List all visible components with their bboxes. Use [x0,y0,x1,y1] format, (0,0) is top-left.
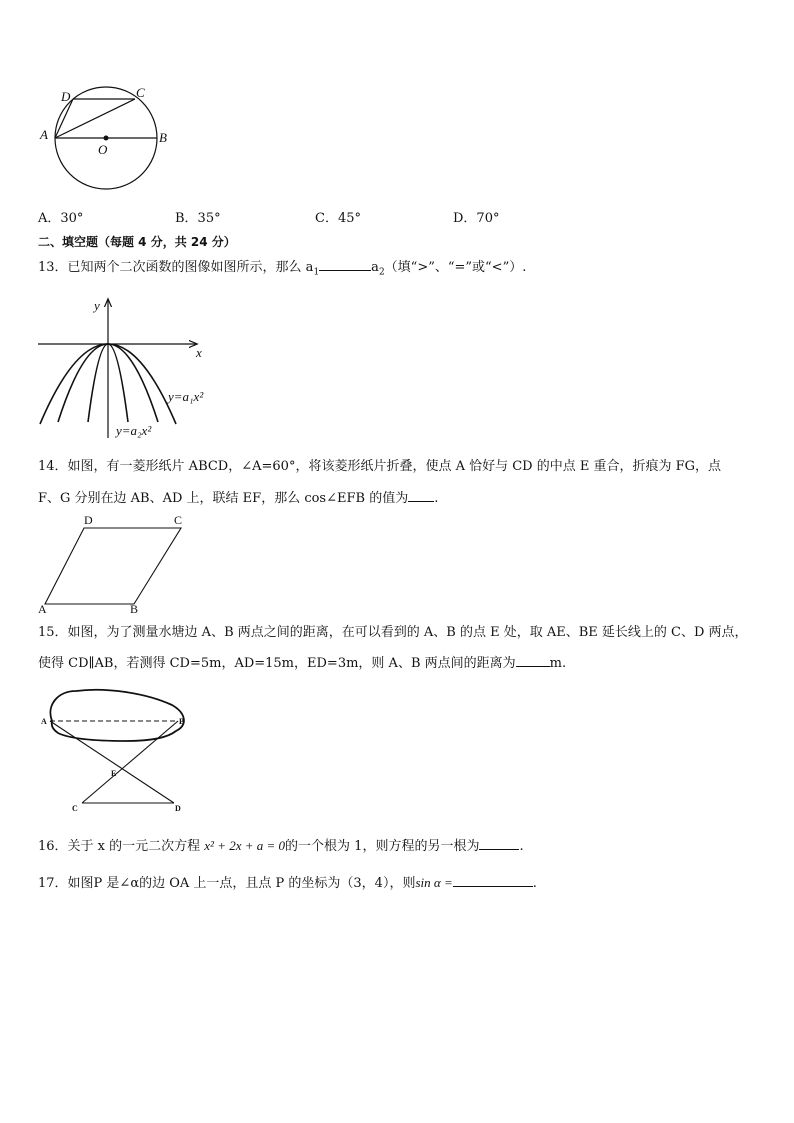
label-a: A [41,717,47,726]
q13-sub2: 2 [378,267,385,278]
label-c: C [72,804,78,813]
label-d: D [61,89,71,104]
question-15-line1: 15．如图，为了测量水塘边 A、B 两点之间的距离，在可以看到的 A、B 的点 E 处，取 AE、BE 延长线上的 C、D 两点， [38,625,748,640]
q15-text: 使得 CD∥AB，若测得 CD=5m，AD=15m，ED=3m，则 A、B 两点间的距离为 [38,656,516,671]
label-b: B [179,717,185,726]
question-17 [38,874,537,893]
parabola-figure [36,296,236,444]
option-c: C．45° [315,211,361,226]
q15-end: m. [549,656,567,671]
label-e: E [111,769,117,778]
q13-prefix: 13．已知两个二次函数的图像如图所示，那么 a [38,260,314,275]
q15-blank[interactable] [516,654,550,667]
q14-text: F、G 分别在边 AB、AD 上，联结 EF，那么 cos∠EFB 的值为 [38,491,409,506]
pond-figure [36,683,196,815]
label-a: A [38,602,47,615]
label-b: B [130,602,139,615]
question-13 [38,258,526,282]
label-b: B [159,130,167,145]
label-a: A [40,127,48,142]
circle-figure [36,84,176,194]
label-y-a1: y=a₁x² [168,389,204,404]
rhombus-figure [36,513,196,615]
section-title: 二、填空题（每题 4 分，共 24 分） [38,235,236,249]
q13-sub1: 1 [313,267,320,278]
q13-mid: a [371,260,379,275]
question-15-line2 [38,654,566,673]
q16-suffix: 的一个根为 1，则方程的另一根为 [285,839,480,854]
label-c: C [174,513,183,527]
label-d: D [175,804,181,813]
q17-prefix: 17．如图P 是∠α的边 OA 上一点，且点 P 的坐标为（3，4），则 [38,876,416,891]
q13-blank[interactable] [319,258,371,271]
option-d: D．70° [453,211,500,226]
q17-end: . [532,876,537,891]
q17-blank[interactable] [453,874,533,887]
question-16 [38,837,524,856]
option-a: A．30° [38,211,84,226]
q14-end: . [434,491,439,506]
q13-suffix: （填“>”、“=”或“<”）. [384,260,527,275]
x-axis-label: x [196,345,202,360]
label-y-a2: y=a₂x² [116,423,152,438]
option-b: B．35° [175,211,221,226]
q16-prefix: 16．关于 x 的一元二次方程 [38,839,205,854]
label-d: D [84,513,93,527]
q16-end: . [519,839,524,854]
question-14-line1: 14．如图，有一菱形纸片 ABCD，∠A=60°，将该菱形纸片折叠，使点 A 恰好与 CD 的中点 E 重合，折痕为 FG，点 [38,459,722,474]
q16-blank[interactable] [479,837,519,850]
y-axis-label: y [94,298,100,313]
label-c: C [136,85,145,100]
q16-equation: x² + 2x + a = 0 [204,838,286,853]
label-o: O [98,142,108,157]
q17-expr: sin α = [415,875,453,890]
question-14-line2 [38,489,438,508]
q14-blank[interactable] [408,489,434,502]
